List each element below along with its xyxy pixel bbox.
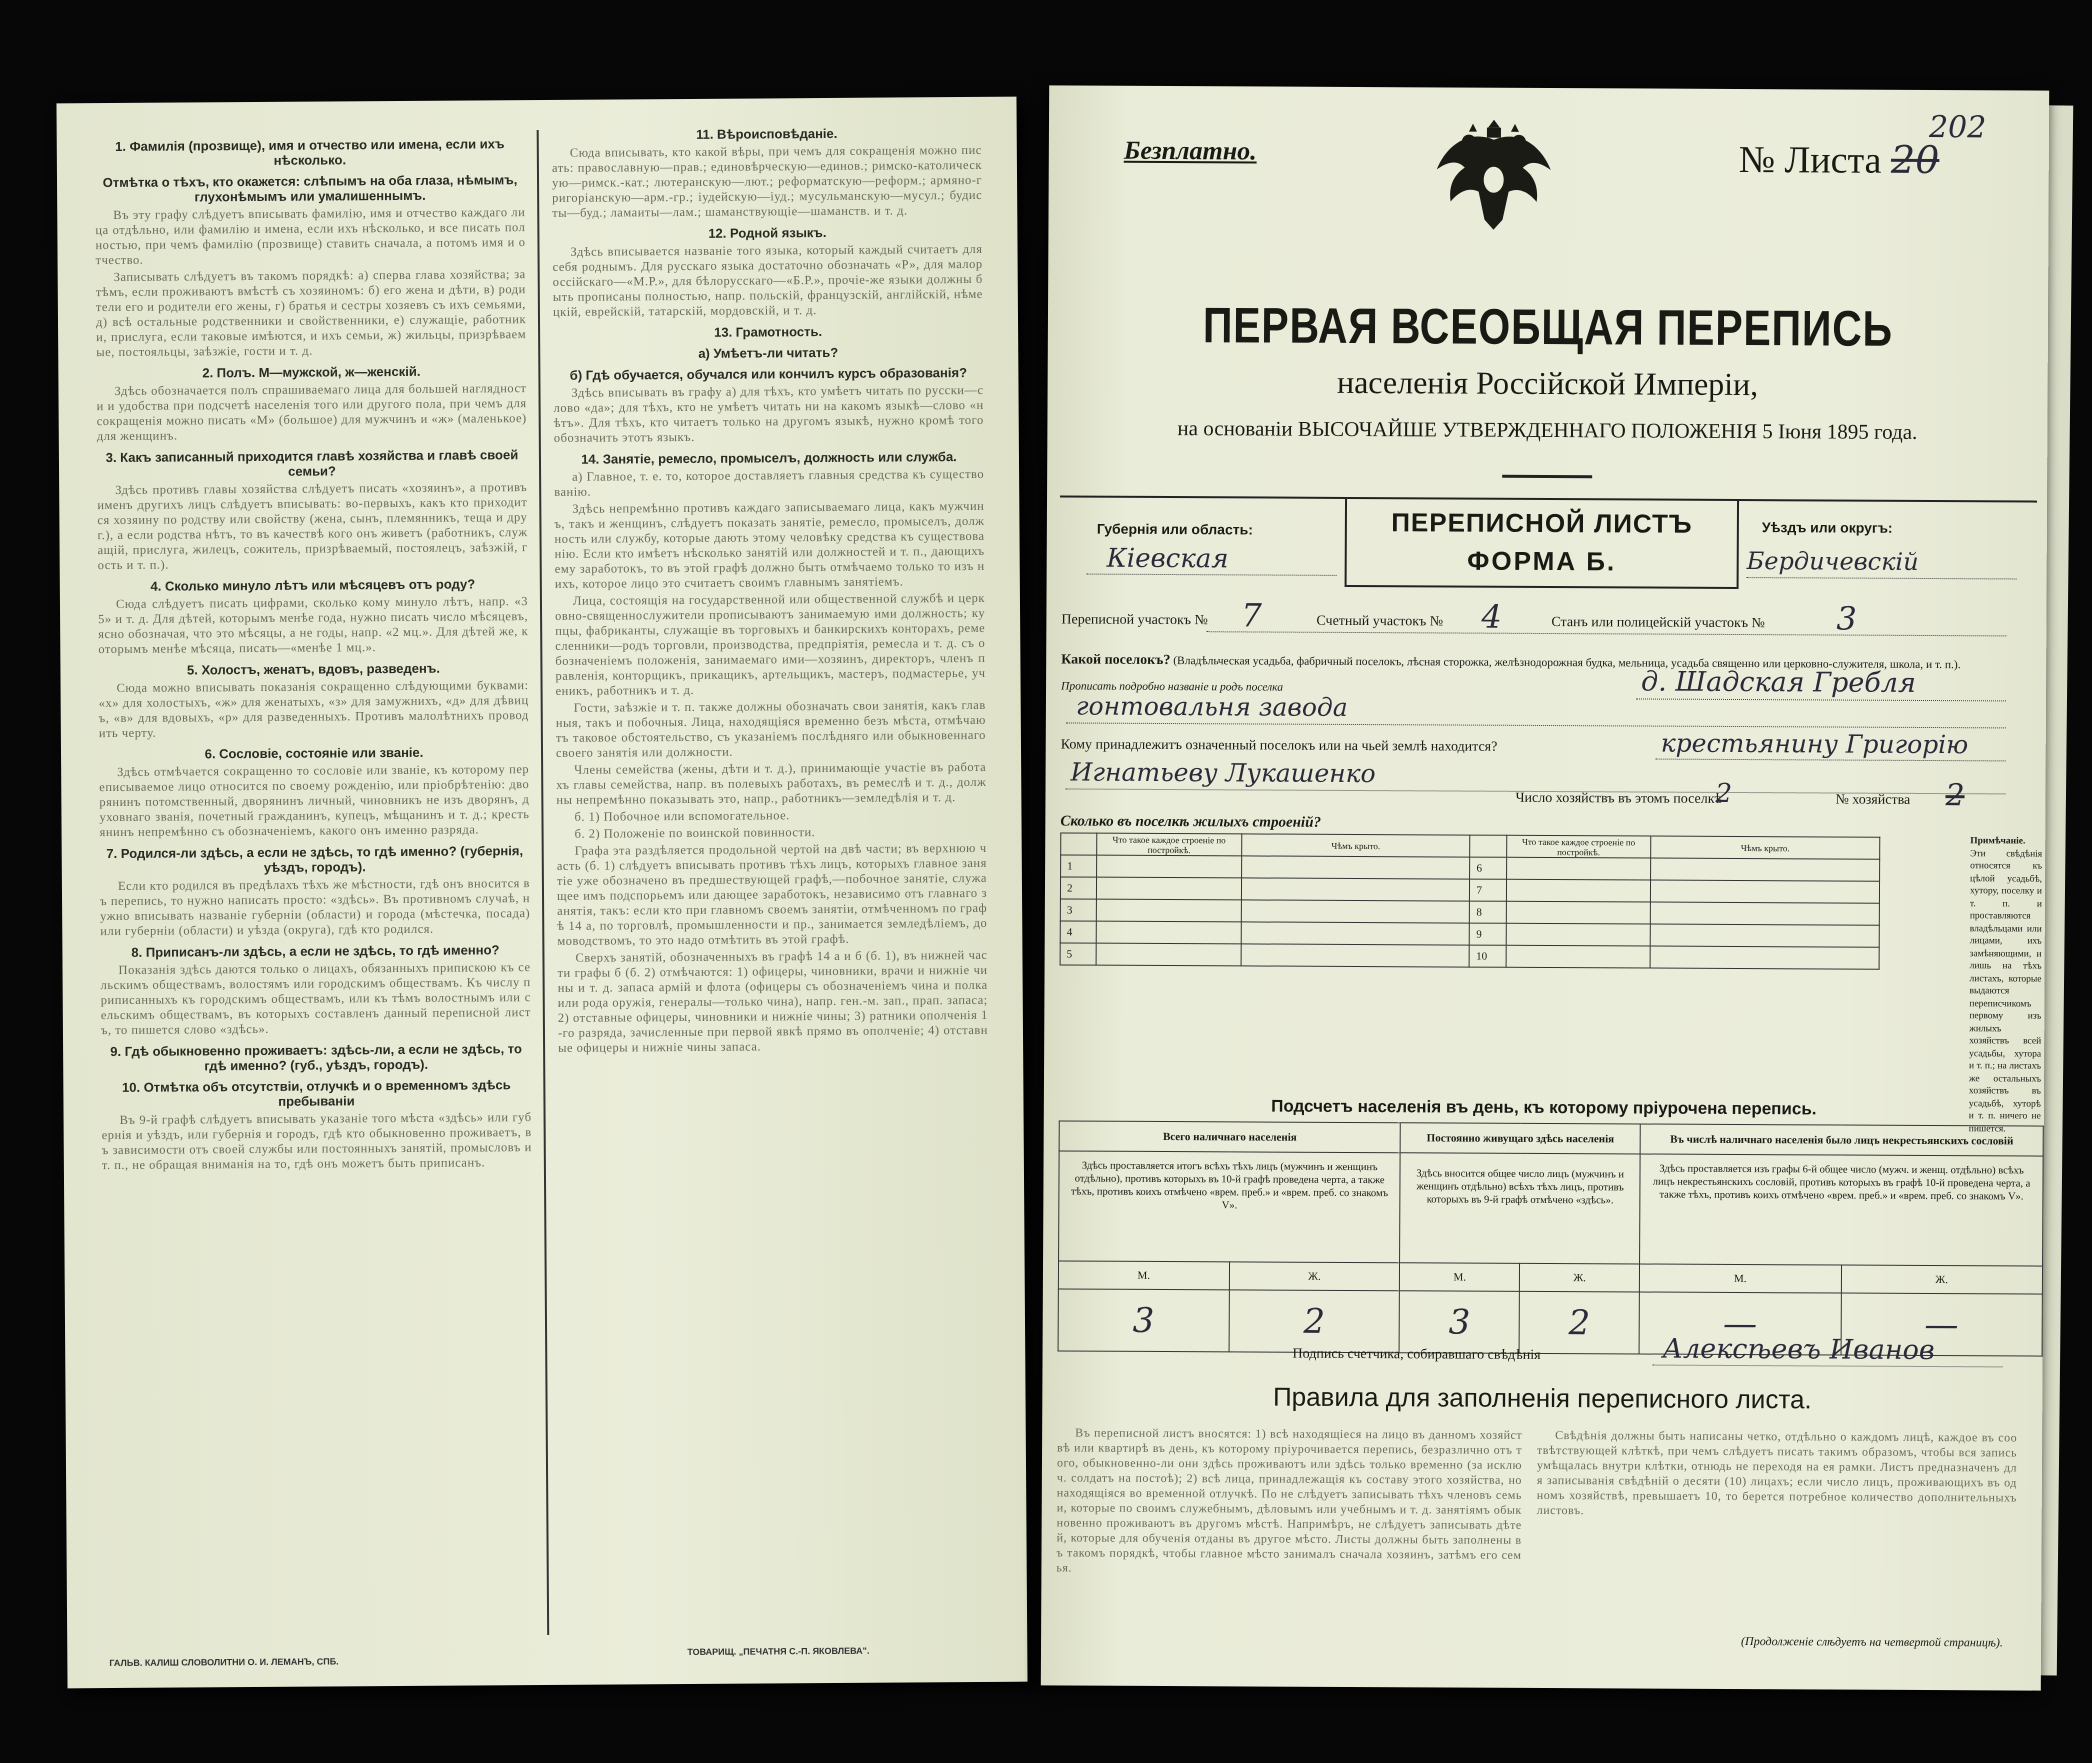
instruction-text: Здѣсь противъ главы хозяйства слѣдуетъ писать «хозяинъ», а противъ именъ другихъ лицъ слѣдуетъ вписывать: во-первыхъ, какъ кто приходится хозяину по родству или свойству (жена, сынъ, племянникъ, теща и друг.), а если родства нѣтъ, то въ качествѣ кого онъ живетъ (работникъ, служащій, прислуга, жилецъ, сожитель, призрѣваемый, постоялецъ, заѣзжій, гость и т. п.). [97,480,528,573]
rules-text-left: Въ переписной листъ вносятся: 1) всѣ находящіеся на лицо въ данномъ хозяйствѣ или квартирѣ въ день, къ которому пріурочивается перепись, безразлично отъ того, обыкновенно-ли они здѣсь проживаютъ или здѣсь только временно (за исключ. солдатъ на постоѣ); 2) всѣ лица, принадлежащія къ составу этого хозяйства, но находящіяся во временной отлучкѣ. По не слѣдуетъ записывать тѣхъ членовъ семьи, которые по своимъ служебнымъ, дѣловымъ или учебнымъ и т. д. занятіямъ обыкновенно проживаютъ въ другомъ мѣстѣ. Напримѣръ, не слѣдуетъ записывать дѣтей, которые для обученія отданы въ другое мѣсто. Листы должны быть заполнены въ такомъ порядкѣ, чтобы главное мѣсто занималъ сначала хозяинъ, затѣмъ его семья. [1056,1425,1523,1575]
free-label: Безплатно. [1123,135,1257,166]
buildings-table [1060,832,1881,969]
census-title: ПЕРВАЯ ВСЕОБЩАЯ ПЕРЕПИСЬ [1202,297,1894,357]
instruction-heading: а) Умѣетъ-ли читать? [698,344,839,361]
row-number: 1 [1061,855,1097,877]
signature-label: Подпись счетчика, собиравшаго свѣдѣнія [1292,1346,1541,1363]
rules-title: Правила для заполненія переписного листа. [1272,1381,1812,1415]
instruction-heading: 7. Родился-ли здѣсь, а если не здѣсь, то гдѣ именно? (губернія, уѣздъ, городъ). [106,843,524,875]
instruction-heading: 1. Фамилія (прозвище), имя и отчество или имена, если ихъ нѣсколько. [115,136,505,168]
rules-column-1 [1056,1425,1522,1657]
male-label: М. [1640,1264,1842,1293]
census-form-page [1041,85,2049,1690]
row-number: 6 [1470,857,1506,879]
instructions-page [56,97,1027,1689]
table-row [1060,943,1879,969]
printer-credit-left: ГАЛЬВ. КАЛИШ СЛОВОЛИТНИ О. И. ЛЕМАНЪ, СПБ. [109,1656,339,1669]
instruction-text: Здѣсь обозначается полъ спрашиваемаго лица для большей наглядности и удобства при подсчетѣ населенія того или другого пола, при чемъ для сокращенія можно писать «М» (большое) для мужчинъ и «ж» (маленькое) для женщинъ. [96,381,527,444]
count-area-value: 4 [1481,597,1502,636]
count-value: 2 [1229,1290,1400,1353]
rules-text-right: Свѣдѣнія должны быть написаны четко, отдѣльно о каждомъ лицѣ, каждое въ соотвѣтствующей клѣткѣ, при чемъ слѣдуетъ писать такимъ образомъ, чтобы вся запись умѣщалась внутри клѣтки, отнюдь не переходя на ея рамки. Листъ предназначенъ для записыванія свѣдѣній о десяти (10) лицахъ; если число лицъ, проживающихъ въ одномъ хозяйствѣ, превышаетъ 10, то берется потребное количество дополнительныхъ листовъ. [1536,1428,2018,1518]
instruction-text: Сверхъ занятій, обозначенныхъ въ графѣ 14 а и б (б. 1), въ нижней части графы б (б. 2) отмѣчаются: 1) офицеры, чиновники, врачи и нижніе чины и т. д. запаса армій и флота (офицеры съ обозначеніемъ чина и полка или рода оружія, генералы—только чина), напр. ген.-м. зап., прап. запаса; 2) отставные офицеры, чиновники и нижніе чины; 3) ратники ополченія 1-го разряда, зачисленные при первой явкѣ прямо въ ополченіе; 4) отставные офицеры и нижніе чины запаса. [557,947,989,1055]
sheet-number-block [1739,137,1940,183]
male-label: М. [1058,1261,1229,1290]
count-col-header: Постоянно живущаго здѣсь населенія [1400,1123,1640,1154]
signature-value: Алексѣевъ Иванов [1662,1333,1935,1367]
instruction-text: Если кто родился въ предѣлахъ тѣхъ же мѣстности, гдѣ онъ вносится въ перепись, то нужно написать просто: «здѣсь». Въ противномъ случаѣ, нужно вписывать названіе губерніи (области) и города (мѣстечка, посада) или губерніи (области) и уѣзда (округа), гдѣ кто родился. [100,876,531,939]
owner-question: Кому принадлежитъ означенный поселокъ или на чьей землѣ находится? [1060,737,1498,755]
owner-value-1: крестьянину Григорію [1660,728,1969,760]
instruction-text: а) Главное, т. е. то, которое доставляетъ главныя средства къ существованію. [554,466,985,499]
population-count-heading: Подсчетъ населенія въ день, къ которому пріурочена перепись. [1271,1096,1817,1119]
row-number: 3 [1060,899,1096,921]
count-area-label: Счетный участокъ № [1316,613,1444,630]
instruction-text: Здѣсь отмѣчается сокращенно то сословіе или званіе, къ которому переписываемое лицо относится по своему рожденію, или пріобрѣтенію: дворянинъ потомственный, дворянинъ личный, чиновникъ не изъ дворянъ, духовнаго званія, почетный гражданинъ, купецъ, мѣщанинъ и т. д.; крестьянинъ непремѣнно съ обозначеніемъ, какого онъ именно разряда. [99,762,530,840]
gubernia-label: Губернія или область: [1096,520,1253,538]
buildings-col-header: Что такое каждое строеніе по постройкѣ. [1097,833,1242,856]
count-col-header: Въ числѣ наличнаго населенія было лицъ некрестьянскихъ сословій [1640,1124,2043,1156]
buildings-col-header: Чѣмъ крыто. [1651,836,1880,859]
count-col-header: Всего наличнаго населенія [1059,1121,1400,1153]
form-title: ПЕРЕПИСНОЙ ЛИСТЪ [1391,507,1693,539]
printer-credit-right: ТОВАРИЩ. „ПЕЧАТНЯ С.-П. ЯКОВЛЕВА". [687,1645,870,1658]
buildings-col-header: Чѣмъ крыто. [1241,834,1470,857]
household-number-value: 2 [1945,778,1965,814]
instruction-heading: 9. Гдѣ обыкновенно проживаетъ: здѣсь-ли, а если не здѣсь, то гдѣ именно? (губ., уѣздъ, городъ). [110,1041,522,1074]
instruction-heading: 11. Вѣроисповѣданіе. [696,125,838,142]
gubernia-value: Кіевская [1106,543,1229,575]
count-value: 2 [1519,1291,1639,1354]
instruction-text: б. 1) Побочное или вспомогательное. [574,808,790,824]
instruction-text: Сюда слѣдуетъ писать цифрами, сколько кому минуло лѣтъ, напр. «35» и т. д. Для дѣтей, которымъ менѣе года, нужно писать число мѣсяцевъ, ясно обозначая, что это мѣсяцы, а не годы, напр. «2 мц.». Для дѣтей же, которымъ менѣе мѣсяца, писать—«менѣе 1 мц.». [98,594,529,657]
settlement-value-2: гонтовальня завода [1075,691,1348,722]
instruction-heading: 10. Отмѣтка объ отсутствіи, отлучкѣ и о временномъ здѣсь пребываніи [121,1077,511,1109]
count-col-desc: Здѣсь проставляется итогъ всѣхъ тѣхъ лицъ (мужчинъ и женщинъ отдѣльно), противъ которыхъ въ 10-й графѣ проведена черта, а также тѣхъ, противъ коихъ отмѣчено «врем. преб.» и «врем. преб. со знакомъ V». [1059,1151,1401,1263]
population-count-table [1058,1120,2044,1356]
district-value: 7 [1241,596,1262,635]
settlement-hint: (Владѣльческая усадьба, фабричный поселокъ, лѣсная сторожка, желѣзнодорожная будка, мельница, усадьба священно или церковно-служителя, школа, и т. п.). [1173,655,1961,672]
female-label: Ж. [1841,1265,2043,1294]
instruction-text: Графа эта раздѣляется продольной чертой на двѣ части; въ верхнюю часть (б. 1) слѣдуетъ вписывать противъ тѣхъ лицъ, которыхъ главное занятіе уже обозначено въ предшествующей графѣ,—побочное занятіе, служащее имъ подспорьемъ или дающее заработокъ, независимо отъ главнаго занятія, такъ: если кто при главномъ своемъ занятіи, отмѣченномъ по графѣ 14 а, по торговлѣ, промышленности и пр., занимается земледѣліемъ, домоводствомъ, то это надо отмѣтить въ этой графѣ. [556,840,988,948]
count-value: 3 [1399,1291,1519,1354]
settlement-q-label: Какой поселокъ? [1061,652,1171,669]
rules-continued: (Продолженіе слѣдуетъ на четвертой страницѣ). [1741,1634,2003,1650]
row-number: 8 [1470,901,1506,923]
instruction-text: Показанія здѣсь даются только о лицахъ, обязанныхъ припискою къ сельскимъ обществамъ, волостямъ или городскимъ обществамъ. Къ числу приписанныхъ къ городскимъ обществамъ, или къ тѣмъ волостнымъ или сельскимъ обществамъ, въ которыхъ составленъ данный переписной листъ, то пишется слово «здѣсь». [100,960,531,1038]
household-number-label: № хозяйства [1835,792,1911,808]
households-value: 2 [1715,778,1733,809]
row-number: 7 [1470,879,1506,901]
column-divider [537,130,549,1635]
owner-value-2: Игнатьеву Лукашенко [1070,757,1376,789]
instructions-column-2 [552,119,992,1627]
row-number: 5 [1060,943,1096,965]
settlement-line-2 [1066,722,2006,728]
buildings-note [1968,835,2043,1134]
instruction-text: Лица, состоящія на государственной или общественной службѣ и церковно-священнослужители прописываютъ занимаемую ими должность; купцы, фабриканты, служащіе въ торговыхъ и банкирскихъ конторахъ, ремесленники—родъ торговли, производства, предпріятія, ремесла и т. д. съ обозначеніемъ положенія, занимаемаго ими—хозяинъ, директоръ, членъ правленія, конторщикъ, прикащикъ, артельщикъ, мастеръ, подмастерье, ученикъ, работникъ и т. д. [555,590,986,698]
instruction-text: Въ 9-й графѣ слѣдуетъ вписывать указаніе того мѣста «здѣсь» или губернія и уѣздъ, или губернія и городъ, гдѣ кто обыкновенно проживаетъ, въ зависимости отъ своей службы или постоянныхъ занятій, промысловъ и т. п., не обращая вниманія на то, гдѣ онъ можетъ быть приписанъ. [101,1110,532,1173]
households-label: Число хозяйствъ въ этомъ поселкѣ [1515,790,1723,807]
instruction-heading: 5. Холостъ, женатъ, вдовъ, разведенъ. [186,660,440,678]
title-rule [1502,475,1592,478]
female-label: Ж. [1520,1263,1640,1292]
count-value: 3 [1058,1289,1229,1352]
instruction-text: Въ эту графу слѣдуетъ вписывать фамилію, имя и отчество каждаго лица отдѣльно, или фамилію и имена, если ихъ нѣсколько, и все писать полностью, при чемъ фамилію (прозвище) ставить сначала, а потомъ имя и отчество. [95,205,526,268]
instruction-text: Члены семейства (жены, дѣти и т. д.), принимающіе участіе въ работахъ главы семейства, напр. въ полевыхъ работахъ, въ ремеслѣ и т. д., должны непремѣнно показывать это, напр., работникъ—земледѣлія и т. д. [556,759,987,807]
district-label: Переписной участокъ № [1061,612,1208,629]
instruction-heading: 4. Сколько минуло лѣтъ или мѣсяцевъ отъ роду? [150,576,476,594]
note-title: Примѣчаніе. [1970,836,2026,847]
sheet-number-label: № Листа [1738,139,1882,182]
count-col-desc: Здѣсь проставляется изъ графы 6-й общее число (мужч. и женщ. отдѣльно) всѣхъ лицъ некрестьянскихъ сословій, противъ которыхъ въ графѣ 10-й проведена черта, а также тѣхъ, противъ коихъ отмѣчено «врем. преб.» и «врем. преб. со знакомъ V». [1640,1154,2043,1266]
signature-line [1653,1365,2003,1368]
buildings-col-header: Что такое каждое строеніе по постройкѣ. [1506,835,1651,858]
instruction-heading: 2. Полъ. М—мужской, ж—женскій. [202,363,421,381]
instruction-text: Записывать слѣдуетъ въ такомъ порядкѣ: а) сперва глава хозяйства; затѣмъ, если проживаютъ вмѣстѣ съ хозяиномъ: б) его жена и дѣти, в) родители его и родители его жены, г) братья и сестры хозяевъ съ ихъ семьями, д) всѣ остальные родственники и свойственники, е) служащіе, работники, прислуга, если таковые имѣются, и ихъ семьи, ж) жильцы, призрѣваемые, постояльцы, заѣзжіе, гости и т. д. [95,267,527,360]
count-value: — [1841,1293,2043,1356]
district-line [1206,631,2006,636]
uezd-value: Бердичевскій [1746,547,1919,576]
instruction-heading: б) Гдѣ обучается, обучался или кончилъ курсъ образованія? [569,365,968,383]
row-number: 9 [1470,923,1506,945]
buildings-question: Сколько въ поселкѣ жилыхъ строеній? [1060,813,1322,831]
instruction-heading: 6. Сословіе, состояніе или званіе. [204,744,424,762]
row-number: 2 [1060,877,1096,899]
double-headed-eagle-icon [1428,109,1559,240]
instruction-text: Гости, заѣзжіе и т. п. также должны обозначать свои занятія, какъ главныя, такъ и побочныя. Лица, находящіяся временно безъ мѣста, отмѣчаютъ таковое обстоятельство, съ указаніемъ послѣдняго или обыкновеннаго своего занятія или должности. [555,697,986,760]
female-label: Ж. [1229,1262,1400,1291]
instruction-heading: 3. Какъ записанный приходится главѣ хозяйства и главѣ своей семьи? [105,447,519,479]
instruction-text: Сюда можно вписывать показанія сокращенно слѣдующими буквами: «х» для холостыхъ, «ж» для женатыхъ, «з» для замужнихъ, «д» для дѣвицъ, «в» для вдовыхъ, «р» для разведенныхъ. Противъ малолѣтнихъ проводить черту. [98,678,529,741]
form-subtitle: ФОРМА Б. [1467,545,1617,577]
census-basis: на основаніи ВЫСОЧАЙШЕ УТВЕРЖДЕННАГО ПОЛОЖЕНІЯ 5 Іюня 1895 года. [1177,416,1918,444]
instruction-text: Здѣсь вписывается названіе того языка, который каждый считаетъ для себя роднымъ. Для русскаго языка достаточно обозначать «Р», для малороссійскаго—«М.Р.», для бѣлорусскаго—«Б.Р.», прочіе-же языки должны быть прописаны полностью, напр. польскій, французскій, англійскій, нѣмецкій, еврейскій, татарскій, мордовскій, и т. д. [552,241,983,319]
count-col-desc: Здѣсь вносится общее число лицъ (мужчинъ и женщинъ отдѣльно) всѣхъ тѣхъ лицъ, противъ которыхъ въ 9-й графѣ отмѣчено «здѣсь». [1400,1153,1640,1264]
male-label: М. [1400,1263,1520,1292]
instruction-heading: Отмѣтка о тѣхъ, кто окажется: слѣпымъ на оба глаза, нѣмымъ, глухонѣмымъ или умалишеннымъ. [102,172,518,205]
rules-column-2 [1536,1428,2017,1631]
uezd-label: Уѣздъ или округъ: [1761,519,1893,536]
settlement-value-1: д. Шадская Гребля [1640,666,1916,699]
instruction-text: Сюда вписывать, кто какой вѣры, при чемъ для сокращенія можно писать: православную—прав.; единовѣрческую—единов.; римско-католическую—римск.-кат.; лютеранскую—лют.; реформатскую—реформ.; армяно-григоріанскую—арм.-гр.; іудейскую—іуд.; мусульманскую—мусул.; будисты—буд.; ламаиты—лам.; шаманствующіе—шаманств. и т. д. [551,142,983,220]
instruction-heading: 13. Грамотность. [714,324,823,340]
row-number: 4 [1060,921,1096,943]
instruction-heading: 8. Приписанъ-ли здѣсь, а если не здѣсь, то гдѣ именно? [131,942,500,960]
instruction-text: Здѣсь непремѣнно противъ каждаго записываемаго лица, какъ мужчинъ, такъ и женщинъ, слѣдуетъ показать занятіе, ремесло, промыселъ, должность или службу, которые дають этому человѣку средства къ существованію. Если кто имѣетъ нѣсколько занятій или должностей и т. п., дающихъ ему заработокъ, то въ этой графѣ должно быть отмѣчаемо только то изъ нихъ, которое лицо это считаетъ своимъ главнымъ занятіемъ. [554,498,985,591]
sheet-corner-number: 202 [1928,110,1987,146]
row-number: 10 [1470,945,1506,967]
note-text: Эти свѣдѣнія относятся къ цѣлой усадьбѣ, хутору, поселку и т. п. и проставляются владѣльцами или лицами, ихъ замѣняющими, и лишь на тѣхъ листахъ, которые выдаются переписчикомъ первому изъ жилыхъ хозяйствъ всей усадьбы, хутора и т. п.; на листахъ же остальныхъ хозяйствъ въ усадьбѣ, хуторѣ и т. п. ничего не пишется. [1968,848,2043,1134]
instruction-heading: 12. Родной языкъ. [708,224,827,241]
census-subtitle: населенія Россійской Имперіи, [1336,363,1759,403]
sheet-number-value: 20 [1890,137,1940,183]
instruction-text: Здѣсь вписывать въ графу а) для тѣхъ, кто умѣетъ читать по русски—слово «да»; для тѣхъ, кто не умѣетъ читать ни на какомъ языкѣ—слово «нѣтъ». Для тѣхъ, кто читаетъ только на другомъ языкѣ, нужно кромѣ того обозначить этотъ языкъ. [553,382,984,445]
settlement-hint2: Прописать подробно названіе и родъ поселка [1061,680,1284,694]
stan-value: 3 [1836,599,1857,638]
count-value: — [1639,1292,1841,1355]
instruction-heading: 14. Занятіе, ремесло, промыселъ, должность или служба. [581,449,957,467]
instructions-column-1 [95,130,536,1643]
stan-label: Станъ или полицейскій участокъ № [1551,615,1765,632]
instruction-text: б. 2) Положеніе по воинской повинности. [574,825,816,841]
